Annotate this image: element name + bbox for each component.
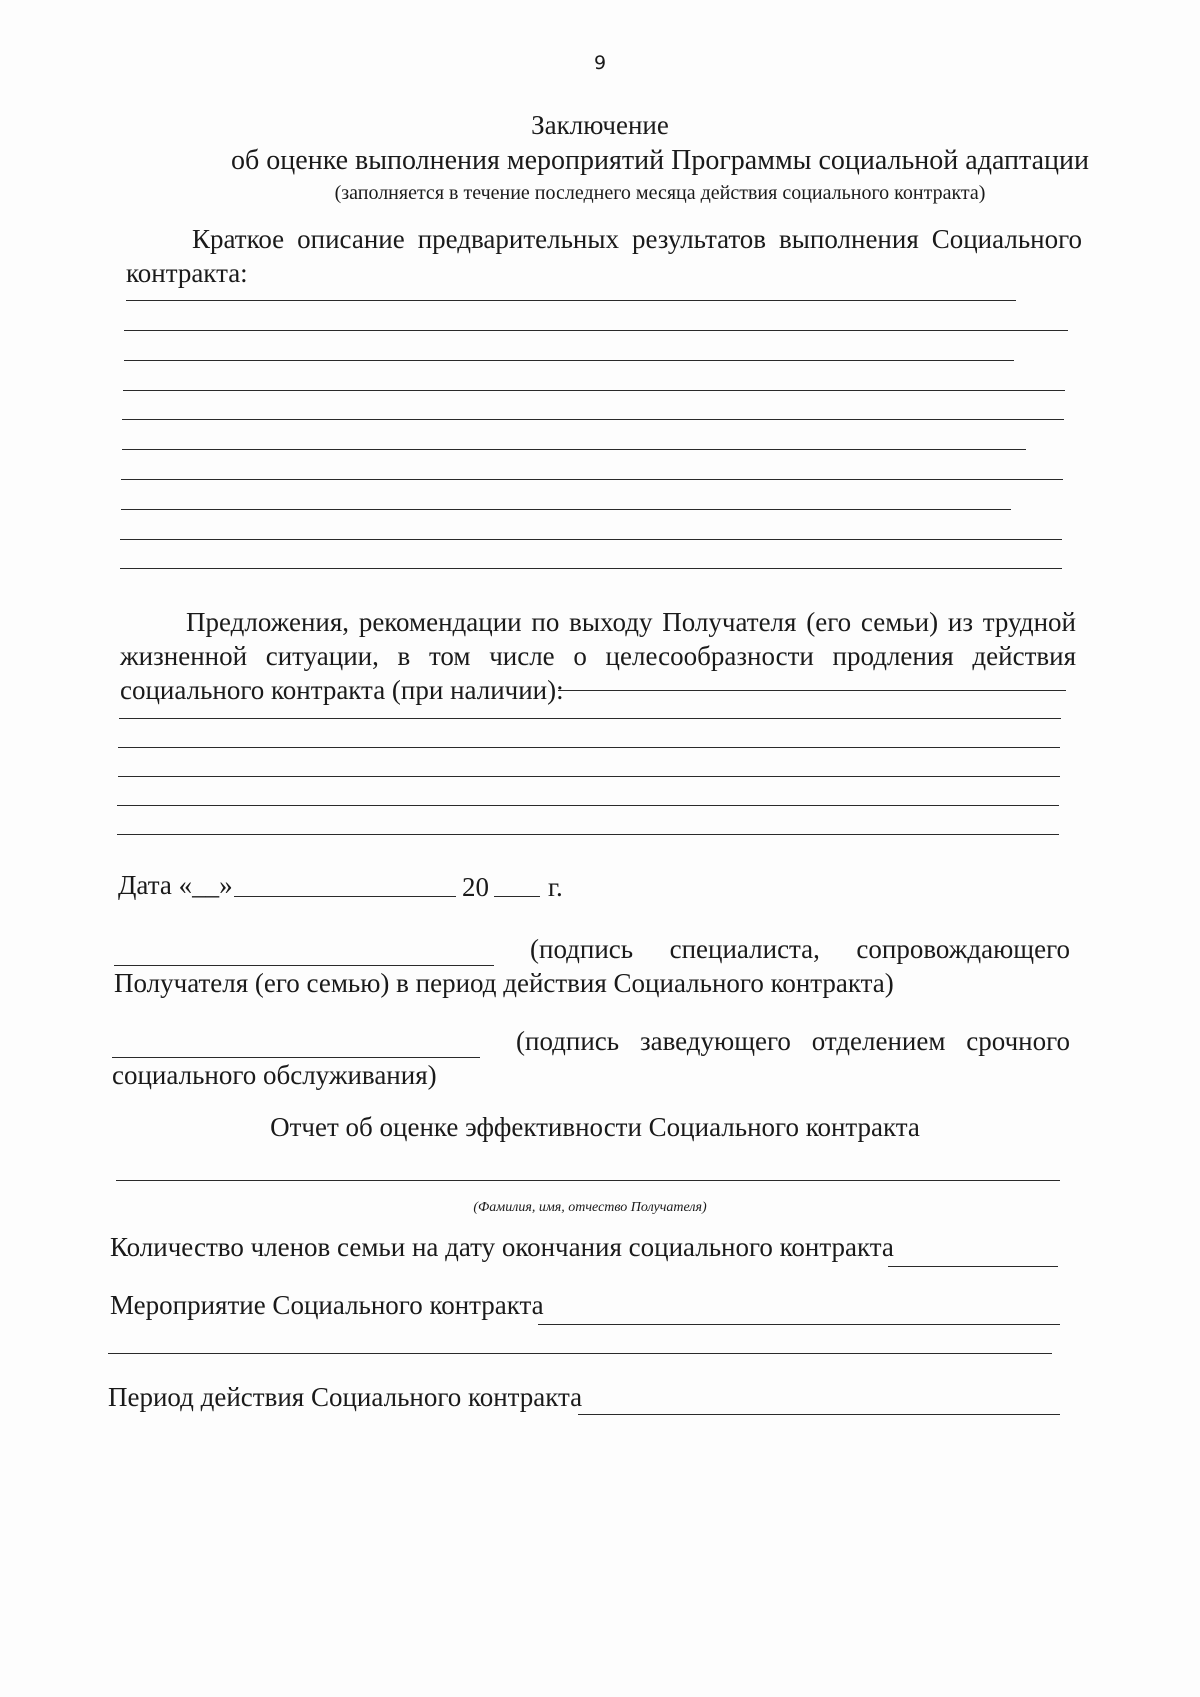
date-line xyxy=(118,870,233,901)
results-line[interactable] xyxy=(120,568,1062,569)
conclusion-title: Заключение xyxy=(531,110,669,140)
specialist-signature-block xyxy=(114,932,1070,1000)
specialist-signature-caption: (подпись специалиста, сопровождающего xyxy=(530,934,1070,964)
date-year-field[interactable] xyxy=(494,896,540,897)
event-field[interactable] xyxy=(538,1324,1060,1325)
proposals-line[interactable] xyxy=(117,805,1059,806)
report-title: Отчет об оценке эффективности Социального контракта xyxy=(270,1112,920,1142)
specialist-signature-caption-line2: Получателя (его семью) в период действия Социального контракта) xyxy=(114,968,894,998)
recipient-name-field[interactable] xyxy=(116,1180,1060,1181)
proposals-inline-line[interactable] xyxy=(558,690,1066,691)
results-line[interactable] xyxy=(121,509,1011,510)
proposals-label-line1: Предложения, рекомендации по выходу Получателя (его семьи) из трудной xyxy=(186,607,1076,637)
family-count-label: Количество членов семьи на дату окончания социального контракта xyxy=(110,1232,894,1262)
period-field[interactable] xyxy=(578,1414,1060,1415)
recipient-name-caption: (Фамилия, имя, отчество Получателя) xyxy=(473,1200,707,1215)
results-line[interactable] xyxy=(122,449,1026,450)
event-field-continued[interactable] xyxy=(108,1353,1052,1354)
proposals-label xyxy=(120,605,1076,707)
page-number: 9 xyxy=(593,52,607,74)
proposals-label-line2: жизненной ситуации, в том числе о целесообразности продления действия xyxy=(120,641,1076,671)
date-year-suffix: г. xyxy=(548,872,563,902)
results-description-label xyxy=(126,222,1082,290)
results-line[interactable] xyxy=(126,300,1016,301)
results-label-line2: контракта: xyxy=(126,258,248,288)
head-signature-caption: (подпись заведующего отделением срочного xyxy=(516,1026,1070,1056)
conclusion-subtitle: об оценке выполнения мероприятий Программы социальной адаптации xyxy=(231,145,1089,176)
results-label-line1: Краткое описание предварительных результатов выполнения Социального xyxy=(192,224,1082,254)
head-signature-field[interactable] xyxy=(112,1037,480,1058)
results-line[interactable] xyxy=(122,419,1064,420)
proposals-label-line3: социального контракта (при наличии): xyxy=(120,675,564,705)
proposals-line[interactable] xyxy=(119,718,1061,719)
event-label: Мероприятие Социального контракта xyxy=(110,1290,544,1320)
head-signature-caption-line2: социального обслуживания) xyxy=(112,1060,437,1090)
head-signature-block xyxy=(112,1024,1070,1092)
results-line[interactable] xyxy=(121,479,1063,480)
specialist-signature-field[interactable] xyxy=(114,945,494,966)
date-year-prefix: 20 xyxy=(462,872,489,902)
date-month-field[interactable] xyxy=(234,896,456,897)
proposals-line[interactable] xyxy=(118,776,1060,777)
conclusion-note: (заполняется в течение последнего месяца действия социального контракта) xyxy=(334,182,986,204)
date-label: Дата «__» xyxy=(118,870,233,900)
results-line[interactable] xyxy=(123,390,1065,391)
proposals-line[interactable] xyxy=(117,834,1059,835)
family-count-field[interactable] xyxy=(888,1266,1058,1267)
results-line[interactable] xyxy=(124,360,1014,361)
period-label: Период действия Социального контракта xyxy=(108,1382,583,1412)
proposals-line[interactable] xyxy=(118,747,1060,748)
results-line[interactable] xyxy=(120,539,1062,540)
results-line[interactable] xyxy=(124,330,1068,331)
